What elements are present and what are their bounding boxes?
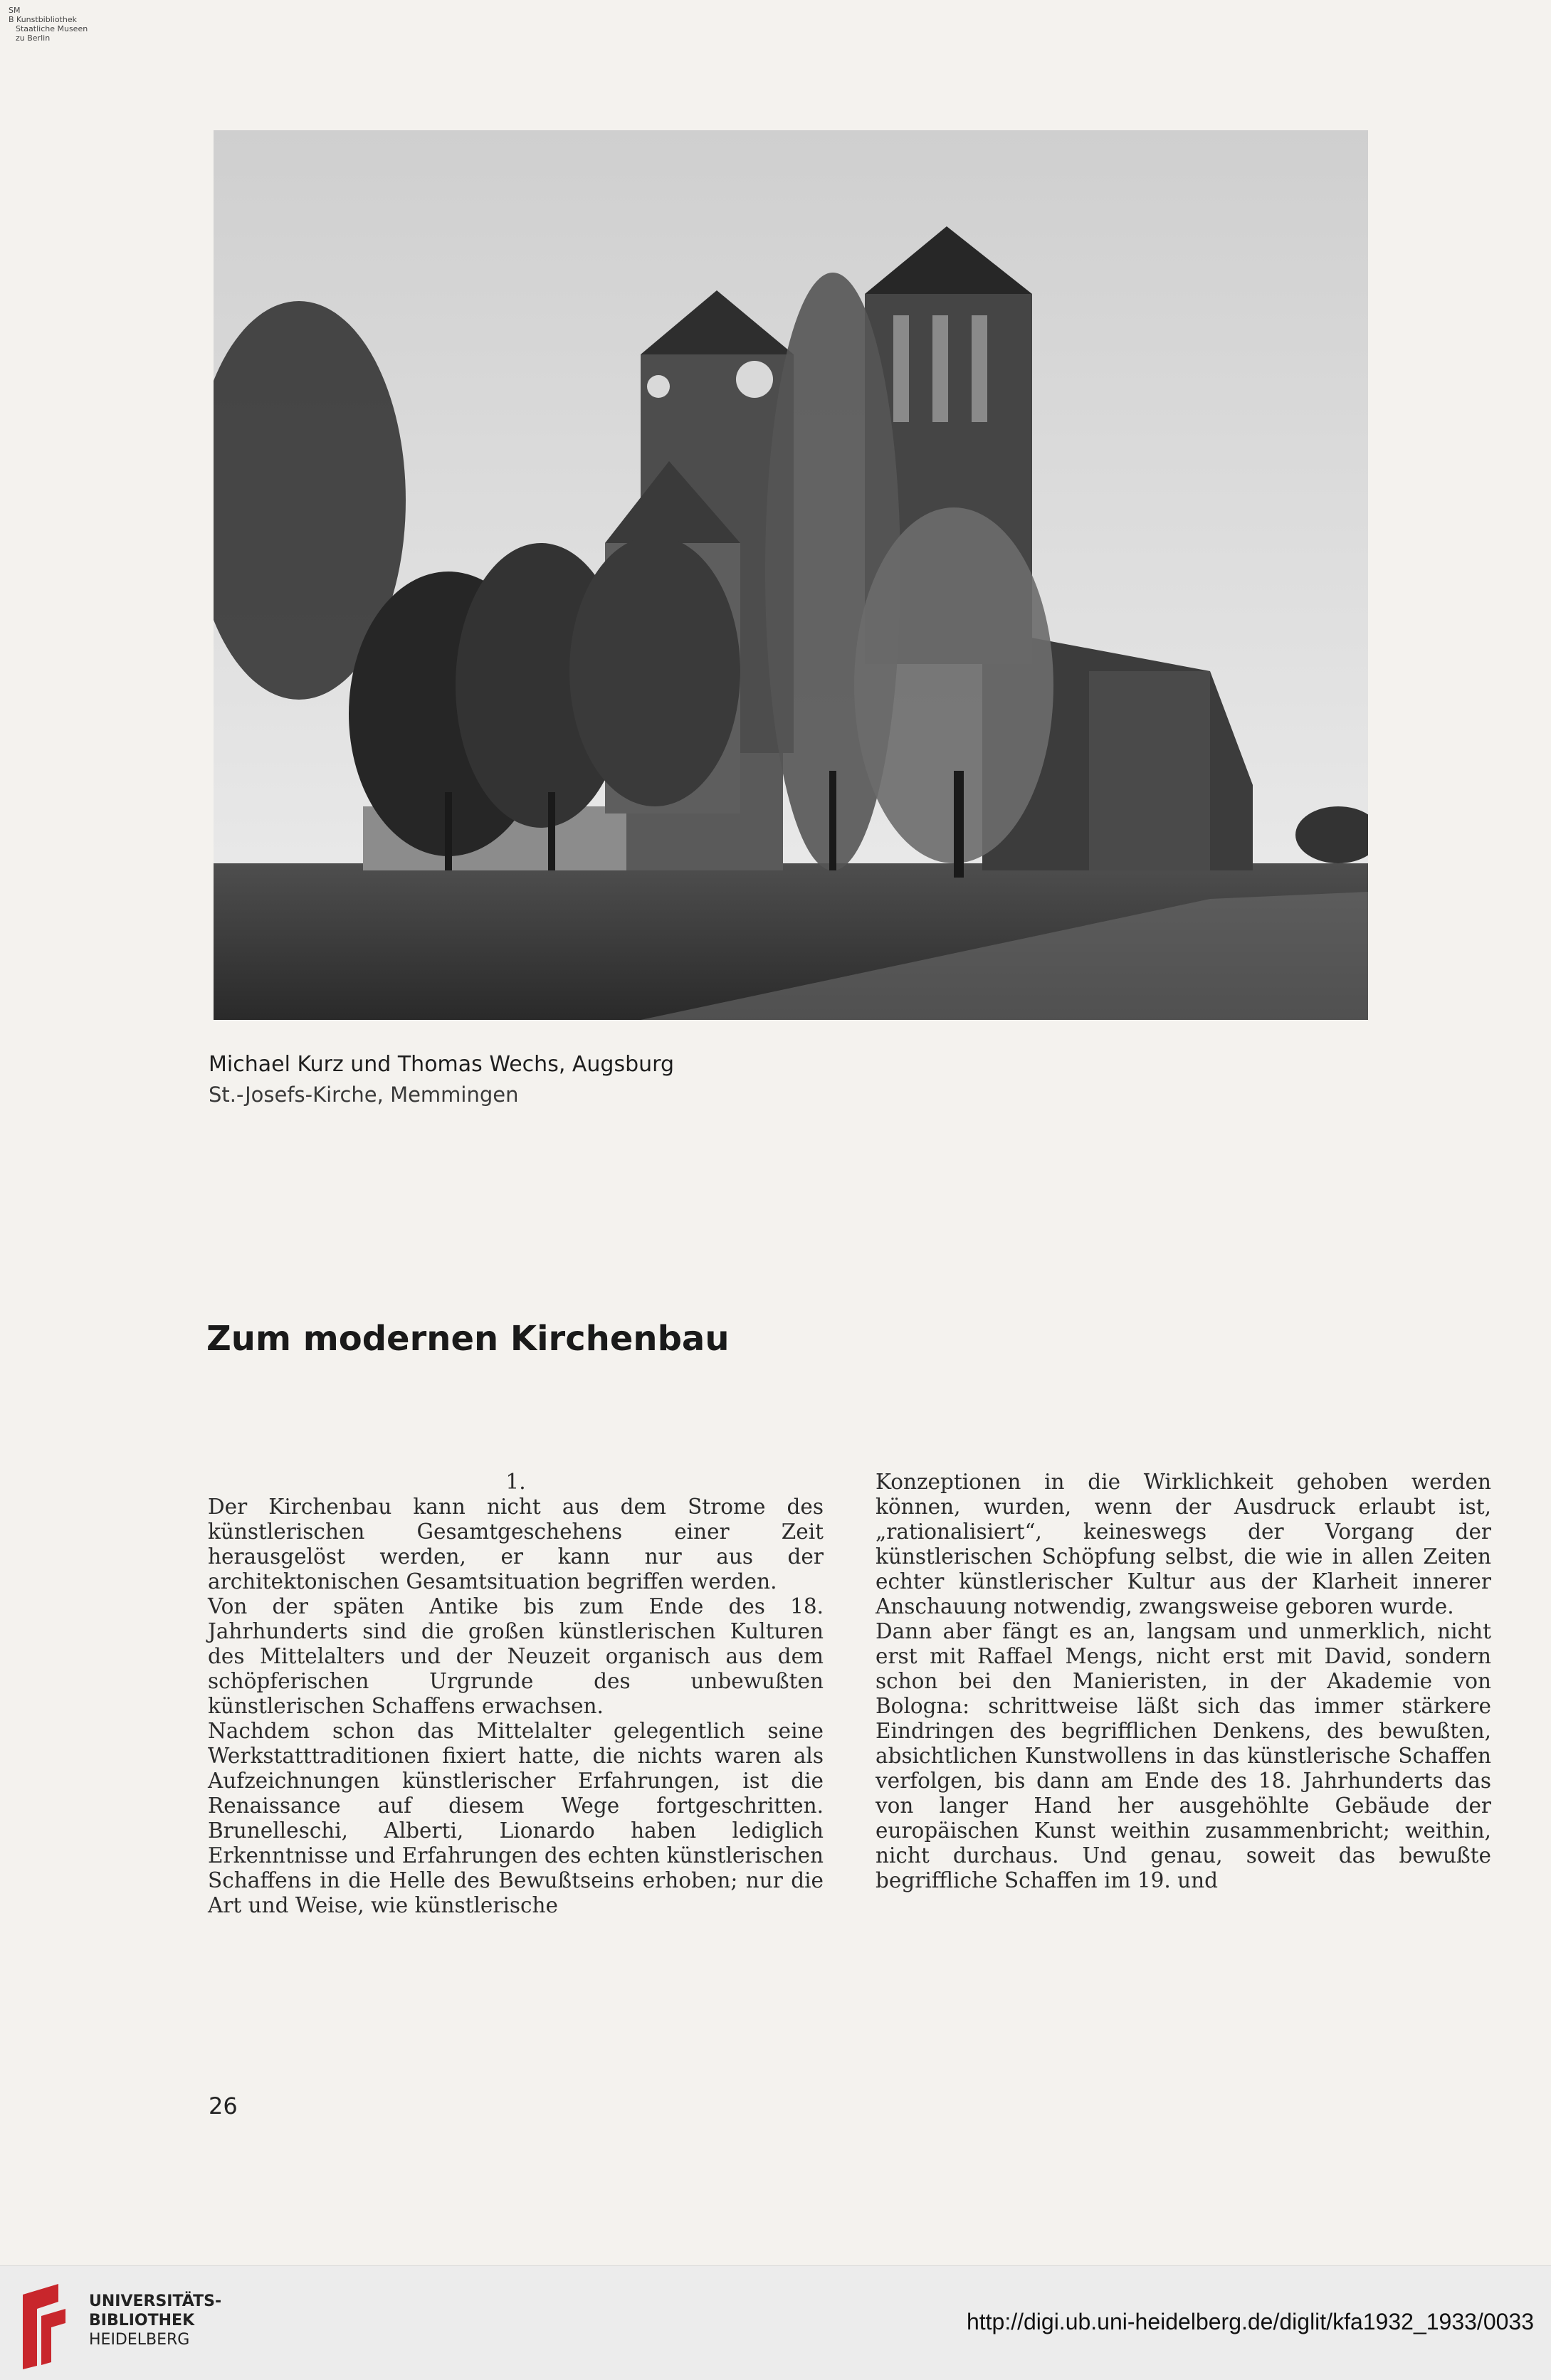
page-number: 26 bbox=[209, 2092, 238, 2120]
footer-bar bbox=[0, 2265, 1551, 2380]
paragraph: Nachdem schon das Mittelalter gelegentlich seine Werkstatttraditionen fixiert hatte, die nichts waren als Aufzeichnungen künstlerischer Erfahrungen, ist die Renaissance auf diesem Wege fortgeschritten. Brunelleschi, Alberti, Lionardo haben lediglich Erkenntnisse und Erfahrungen des echten künstlerischen Schaffens in die Helle des Bewußtseins erhoben; nur die Art und Weise, wie künstlerische bbox=[208, 1719, 824, 1917]
church-photo-illustration bbox=[214, 130, 1368, 1020]
paragraph: Dann aber fängt es an, langsam und unmerklich, nicht erst mit Raffael Mengs, nicht erst mit David, sondern schon bei den Manieristen, in der Akademie von Bologna: schrittweise läßt sich das immer stärkere Eindringen des begrifflichen Denkens, des bewußten, absichtlichen Kunstwollens in das künstlerische Schaffen verfolgen, bis dann am Ende des 18. Jahrhunderts das von langer Hand her ausgehöhlte Gebäude der europäischen Kunst weithin zusammenbricht; weithin, nicht durchaus. Und genau, soweit das bewußte begriffliche Schaffen im 19. und bbox=[876, 1619, 1491, 1892]
stamp-line: zu Berlin bbox=[16, 33, 51, 43]
stamp-line: Staatliche Museen bbox=[16, 24, 88, 33]
paragraph: Von der späten Antike bis zum Ende des 18. Jahrhunderts sind die großen künstlerischen Kulturen des Mittelalters und der Neuzeit organisch aus dem schöpferischen Urgrunde des unbewußten künstlerischen Schaffens erwachsen. bbox=[208, 1594, 824, 1718]
caption-title: St.-Josefs-Kirche, Memmingen bbox=[209, 1083, 519, 1107]
section-number: 1. bbox=[505, 1470, 526, 1494]
right-column bbox=[876, 1470, 1491, 1893]
university-library-logo-icon bbox=[16, 2280, 73, 2373]
left-column bbox=[208, 1470, 824, 1918]
library-name-line: BIBLIOTHEK bbox=[89, 2312, 195, 2329]
library-name-line: HEIDELBERG bbox=[89, 2331, 190, 2349]
church-photograph bbox=[214, 130, 1368, 1020]
section-title: Zum modernen Kirchenbau bbox=[206, 1319, 730, 1359]
library-name-line: UNIVERSITÄTS- bbox=[89, 2292, 222, 2310]
library-name bbox=[89, 2292, 221, 2349]
source-url-link[interactable]: http://digi.ub.uni-heidelberg.de/diglit/kfa1932_1933/0033 bbox=[966, 2309, 1534, 2334]
paragraph: Konzeptionen in die Wirklichkeit gehoben werden können, wurden, wenn der Ausdruck erlaubt ist, „rationalisiert“, keineswegs der Vorgang der künstlerischen Schöpfung selbst, die wie in allen Zeiten echter künstlerischer Kultur aus der Klarheit innerer Anschauung notwendig, zwangsweise geboren wurde. bbox=[876, 1470, 1491, 1618]
caption-artist: Michael Kurz und Thomas Wechs, Augsburg bbox=[209, 1052, 675, 1077]
stamp-line: B Kunstbibliothek bbox=[9, 15, 77, 24]
stamp-line: SM bbox=[9, 6, 21, 15]
library-stamp bbox=[9, 6, 115, 43]
paragraph: Der Kirchenbau kann nicht aus dem Strome des künstlerischen Gesamtgeschehens einer Zeit herausgelöst werden, er kann nur aus der architektonischen Gesamtsituation begriffen werden. bbox=[208, 1495, 824, 1594]
